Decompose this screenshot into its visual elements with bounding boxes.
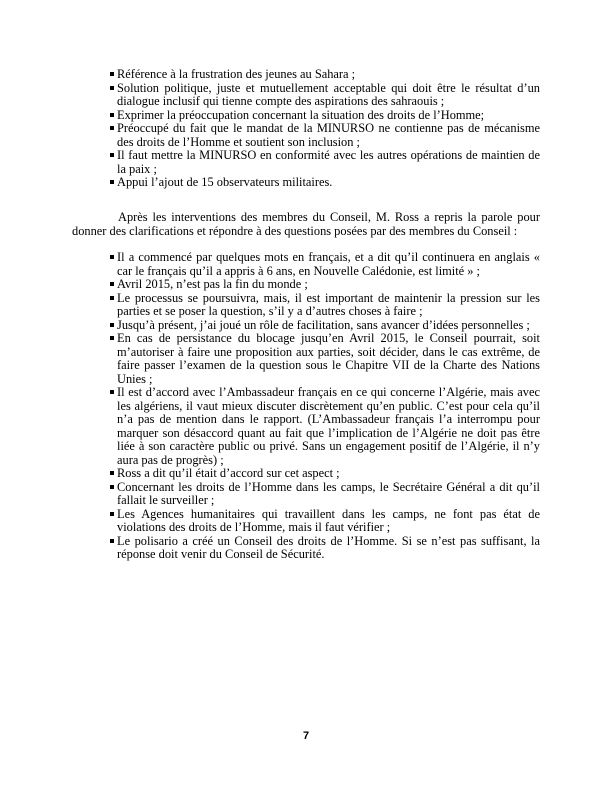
list-item-text: Solution politique, juste et mutuellement acceptable qui doit être le résultat d’un dialogue inclusif qui tienne compte des aspirations des sahraouis ; — [117, 80, 540, 108]
bullet-icon — [110, 539, 114, 543]
list-item-text: Le polisario a créé un Conseil des droits de l’Homme. Si se n’est pas suffisant, la réponse doit venir du Conseil de Sécurité. — [117, 533, 540, 561]
page-number: 7 — [302, 730, 310, 742]
list-item-text: Jusqu’à présent, j’ai joué un rôle de facilitation, sans avancer d’idées personnelles ; — [117, 317, 530, 332]
list-item — [106, 251, 540, 278]
bullet-icon — [110, 323, 114, 327]
list-item — [106, 109, 540, 123]
bullet-list-ross-remarks — [106, 251, 540, 562]
bullet-list-positions — [106, 68, 540, 190]
list-item-text: Il faut mettre la MINURSO en conformité avec les autres opérations de maintien de la paix ; — [117, 148, 540, 176]
bullet-icon — [110, 255, 114, 259]
list-item — [106, 68, 540, 82]
list-item-text: Préoccupé du fait que le mandat de la MINURSO ne contienne pas de mécanisme des droits de l’Homme et soutient son inclusion ; — [117, 121, 540, 149]
bullet-icon — [110, 485, 114, 489]
list-item — [106, 149, 540, 176]
list-item — [106, 292, 540, 319]
list-item-text: Le processus se poursuivra, mais, il est important de maintenir la pression sur les parties et se poser la question, s’il y a d’autres choses à faire ; — [117, 290, 540, 318]
list-item-text: En cas de persistance du blocage jusqu’en Avril 2015, le Conseil pourrait, soit m’autoriser à faire une proposition aux parties, soit décider, dans le cas extrême, de faire passer l’examen de la question sous le Chapitre VII de la Charte des Nations Unies ; — [117, 331, 540, 386]
bullet-icon — [110, 336, 114, 340]
bullet-icon — [110, 296, 114, 300]
list-item — [106, 319, 540, 333]
bullet-icon — [110, 282, 114, 286]
bullet-icon — [110, 126, 114, 130]
list-item-text: Exprimer la préoccupation concernant la situation des droits de l’Homme; — [117, 107, 485, 122]
bullet-icon — [110, 180, 114, 184]
list-item — [106, 332, 540, 386]
list-item — [106, 278, 540, 292]
list-item-text: Les Agences humanitaires qui travaillent dans les camps, ne font pas état de violations des droits de l’Homme, mais il faut vérifier ; — [117, 506, 540, 534]
list-item — [106, 122, 540, 149]
list-item-text: Il a commencé par quelques mots en français, et a dit qu’il continuera en anglais « car le français qu’il a appris à 6 ans, en Nouvelle Calédonie, est limité » ; — [117, 250, 540, 278]
list-item-text: Ross a dit qu’il était d’accord sur cet aspect ; — [117, 466, 340, 480]
list-item — [106, 467, 540, 481]
bullet-icon — [110, 512, 114, 516]
list-item-text: Il est d’accord avec l’Ambassadeur français en ce qui concerne l’Algérie, mais avec les algériens, il vaut mieux discuter discrètement qu’en public. C’est pour cela qu’il n’a pas de mention dans le rapport. (L’Ambassadeur français l’a interrompu pour marquer son désaccord quant au fait que l’implication de l’Algérie ne doit pas être liée à son caractère public ou privé. Sans un engagement positif de l’Algérie, il n’y aura pas de progrès) ; — [117, 385, 540, 467]
list-item — [106, 508, 540, 535]
list-item-text: Appui l’ajout de 15 observateurs militaires. — [117, 175, 333, 189]
list-item-text: Avril 2015, n’est pas la fin du monde ; — [117, 277, 308, 291]
body-paragraph: Après les interventions des membres du Conseil, M. Ross a repris la parole pour donner des clarifications et répondre à des questions posées par des membres du Conseil : — [72, 210, 540, 238]
bullet-icon — [110, 86, 114, 90]
list-item-text: Concernant les droits de l’Homme dans les camps, le Secrétaire Général a dit qu’il fallait le surveiller ; — [117, 479, 540, 507]
bullet-icon — [110, 153, 114, 157]
bullet-icon — [110, 390, 114, 394]
bullet-icon — [110, 72, 114, 76]
list-item — [106, 481, 540, 508]
list-item — [106, 535, 540, 562]
list-item — [106, 386, 540, 467]
list-item — [106, 82, 540, 109]
bullet-icon — [110, 113, 114, 117]
list-item — [106, 176, 540, 190]
bullet-icon — [110, 471, 114, 475]
list-item-text: Référence à la frustration des jeunes au Sahara ; — [117, 67, 356, 81]
